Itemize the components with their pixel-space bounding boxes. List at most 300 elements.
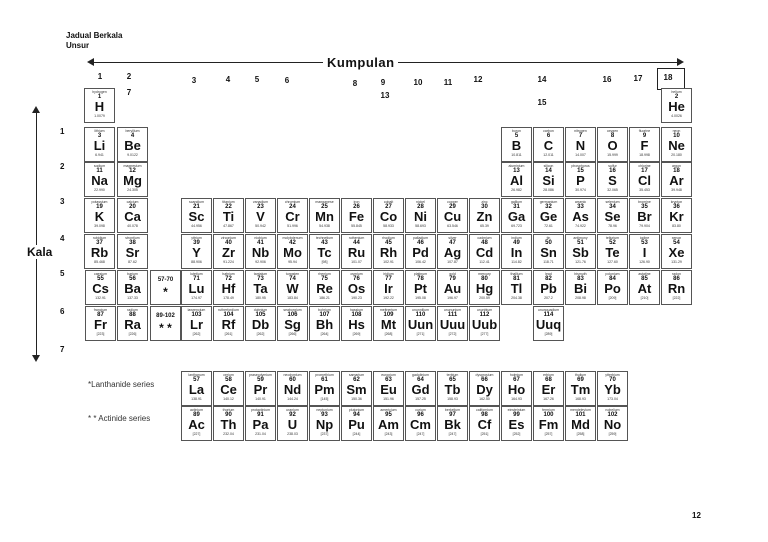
element-symbol: Bi — [574, 281, 587, 296]
element-symbol: Gd — [411, 382, 430, 397]
atomic-mass: [272] — [448, 332, 457, 336]
atomic-mass: 78.96 — [608, 224, 617, 228]
element-cell — [437, 270, 468, 305]
atomic-number: 3 — [97, 133, 102, 139]
element-cell — [533, 162, 564, 197]
element-name: bismuth — [574, 272, 587, 276]
element-cell — [181, 371, 212, 406]
element-symbol: Rf — [221, 317, 236, 332]
period-number-label: 5 — [60, 269, 65, 278]
group-number-label: 4 — [225, 75, 231, 84]
element-symbol: Ga — [507, 209, 526, 224]
group-number-label: 7 — [126, 88, 132, 97]
atomic-number: 35 — [641, 204, 648, 210]
element-symbol: Rb — [90, 245, 109, 260]
element-cell — [437, 406, 468, 441]
element-symbol: Co — [379, 209, 398, 224]
atomic-mass: 157.25 — [415, 397, 426, 401]
element-cell — [565, 127, 596, 162]
element-name: magnesium — [123, 164, 142, 168]
atomic-mass: 140.91 — [255, 397, 266, 401]
element-cell — [469, 270, 500, 305]
element-symbol: Sc — [188, 209, 205, 224]
atomic-number: 4 — [130, 133, 135, 139]
element-name: hydrogen — [92, 90, 107, 94]
atomic-mass: 30.974 — [575, 188, 586, 192]
group-number-label: 8 — [352, 79, 358, 88]
atomic-number: 84 — [609, 276, 616, 282]
atomic-number: 39 — [193, 240, 200, 246]
element-symbol: Ho — [507, 382, 526, 397]
group-number-label: 14 — [537, 75, 547, 84]
atomic-mass: 20.180 — [671, 153, 682, 157]
element-cell — [405, 371, 436, 406]
element-symbol: Ar — [669, 173, 684, 188]
element-cell — [117, 270, 148, 305]
element-name: francium — [93, 308, 108, 312]
atomic-mass: 58.693 — [415, 224, 426, 228]
atomic-number: 63 — [385, 377, 392, 383]
atomic-number: 14 — [545, 168, 552, 174]
atomic-mass: 72.61 — [544, 224, 553, 228]
element-symbol: Sm — [346, 382, 367, 397]
atomic-number: 26 — [353, 204, 360, 210]
atomic-number: 65 — [449, 377, 456, 383]
period-number-label: 3 — [60, 197, 65, 206]
atomic-mass: 55.845 — [351, 224, 362, 228]
atomic-mass: [271] — [416, 332, 425, 336]
element-symbol: Eu — [380, 382, 397, 397]
atomic-number: 82 — [545, 276, 552, 282]
atomic-mass: 131.29 — [671, 260, 682, 264]
kumpulan-arrow-line-right — [398, 62, 678, 63]
element-name: unununium — [443, 308, 462, 312]
element-cell — [597, 406, 628, 441]
atomic-number: 98 — [481, 412, 488, 418]
element-symbol: Lu — [188, 281, 205, 296]
element-symbol: Cm — [410, 417, 431, 432]
atomic-mass: [266] — [288, 332, 297, 336]
atomic-number: 11 — [96, 168, 103, 174]
atomic-number: 114 — [543, 312, 554, 318]
element-cell — [661, 198, 692, 233]
atomic-number: 66 — [481, 377, 488, 383]
element-name: indium — [511, 236, 522, 240]
element-name: bromine — [638, 200, 651, 204]
atomic-mass: 40.078 — [127, 224, 138, 228]
element-name: xenon — [671, 236, 682, 240]
element-symbol: Cl — [638, 173, 651, 188]
group-number-label: 10 — [413, 78, 423, 87]
placeholder-range: 57-70 — [157, 277, 174, 283]
atomic-number: 86 — [673, 276, 680, 282]
atomic-number: 101 — [575, 412, 586, 418]
element-cell — [661, 234, 692, 269]
atomic-mass: [258] — [576, 432, 585, 436]
atomic-number: 31 — [513, 204, 520, 210]
element-symbol: Sb — [572, 245, 589, 260]
element-name: californium — [476, 408, 493, 412]
asterisk-icon: * — [163, 285, 168, 299]
atomic-mass: 144.24 — [287, 397, 298, 401]
atomic-mass: 22.990 — [94, 188, 105, 192]
element-symbol: Am — [378, 417, 399, 432]
element-name: radon — [672, 272, 681, 276]
element-cell — [437, 306, 468, 341]
atomic-number: 100 — [543, 412, 554, 418]
element-symbol: Au — [443, 281, 462, 296]
atomic-mass: 39.948 — [671, 188, 682, 192]
element-symbol: Uuu — [439, 317, 466, 332]
element-symbol: Ca — [124, 209, 141, 224]
element-name: rubidium — [92, 236, 107, 240]
element-name: potassium — [91, 200, 108, 204]
element-cell — [181, 306, 212, 341]
group-number-label: 16 — [602, 75, 612, 84]
element-name: lawrencium — [187, 308, 206, 312]
element-cell — [437, 198, 468, 233]
atomic-mass: 18.998 — [639, 153, 650, 157]
element-symbol: Kr — [669, 209, 684, 224]
atomic-mass: 26.982 — [511, 188, 522, 192]
atomic-number: 92 — [289, 412, 296, 418]
element-name: dysprosium — [475, 373, 494, 377]
element-name: thorium — [222, 408, 235, 412]
element-name: cobalt — [383, 200, 394, 204]
atomic-number: 54 — [673, 240, 680, 246]
atomic-mass: [98] — [321, 260, 328, 264]
atomic-mass: 232.04 — [223, 432, 234, 436]
element-symbol: Be — [124, 138, 141, 153]
atomic-mass: 14.007 — [575, 153, 586, 157]
atomic-mass: [210] — [640, 296, 649, 300]
atomic-number: 34 — [609, 204, 616, 210]
element-name: fermium — [542, 408, 555, 412]
element-cell — [597, 127, 628, 162]
element-symbol: Cr — [285, 209, 300, 224]
element-cell — [661, 127, 692, 162]
atomic-number: 51 — [577, 240, 584, 246]
element-symbol: Pt — [414, 281, 427, 296]
atomic-number: 8 — [610, 133, 615, 139]
atomic-mass: 107.87 — [447, 260, 458, 264]
element-symbol: No — [603, 417, 622, 432]
group-number-label: 13 — [380, 91, 390, 100]
element-cell — [501, 234, 532, 269]
element-cell — [629, 198, 660, 233]
element-cell — [405, 270, 436, 305]
atomic-number: 32 — [545, 204, 552, 210]
atomic-mass: [277] — [480, 332, 489, 336]
atomic-mass: [261] — [224, 332, 233, 336]
atomic-mass: 114.82 — [511, 260, 522, 264]
atomic-mass: 50.942 — [255, 224, 266, 228]
element-symbol: Sn — [540, 245, 557, 260]
element-symbol: Sg — [284, 317, 301, 332]
group-number-label: 3 — [191, 76, 197, 85]
element-symbol: C — [543, 138, 554, 153]
atomic-number: 50 — [545, 240, 552, 246]
element-name: mercury — [478, 272, 491, 276]
atomic-number: 67 — [513, 377, 520, 383]
atomic-mass: [257] — [544, 432, 553, 436]
atomic-number: 29 — [449, 204, 456, 210]
atomic-mass: 58.933 — [383, 224, 394, 228]
element-name: rhenium — [318, 272, 331, 276]
element-symbol: Ac — [188, 417, 205, 432]
element-symbol: Sr — [125, 245, 140, 260]
group-number-label: 5 — [254, 75, 260, 84]
element-symbol: Pu — [348, 417, 365, 432]
element-symbol: Br — [637, 209, 652, 224]
group-number-label: 2 — [126, 72, 132, 81]
element-cell — [213, 270, 244, 305]
atomic-number: 94 — [353, 412, 360, 418]
atomic-number: 7 — [578, 133, 583, 139]
element-name: einsteinium — [507, 408, 526, 412]
element-name: tellurium — [605, 236, 620, 240]
element-name: silicon — [543, 164, 554, 168]
atomic-mass: 10.811 — [511, 153, 522, 157]
atomic-number: 41 — [257, 240, 264, 246]
element-name: sulfur — [608, 164, 617, 168]
atomic-mass: 101.07 — [351, 260, 362, 264]
element-cell — [565, 198, 596, 233]
element-symbol: At — [637, 281, 652, 296]
element-symbol: Ta — [253, 281, 268, 296]
element-cell — [533, 371, 564, 406]
atomic-mass: [259] — [608, 432, 617, 436]
element-symbol: Cf — [477, 417, 492, 432]
atomic-number: 16 — [609, 168, 616, 174]
atomic-mass: 190.23 — [351, 296, 362, 300]
atomic-number: 15 — [577, 168, 584, 174]
element-symbol: Se — [604, 209, 621, 224]
atomic-number: 9 — [642, 133, 647, 139]
element-name: promethium — [315, 373, 334, 377]
element-cell — [501, 162, 532, 197]
atomic-mass: 168.93 — [575, 397, 586, 401]
atomic-number: 13 — [513, 168, 520, 174]
atomic-number: 110 — [415, 312, 426, 318]
element-symbol: H — [94, 99, 105, 114]
atomic-number: 33 — [577, 204, 584, 210]
element-name: lanthanum — [188, 373, 205, 377]
element-cell — [309, 198, 340, 233]
atomic-mass: 173.04 — [607, 397, 618, 401]
element-symbol: Uuq — [535, 317, 562, 332]
element-symbol: Pm — [314, 382, 335, 397]
atomic-mass: 63.546 — [447, 224, 458, 228]
element-symbol: Nd — [283, 382, 302, 397]
element-cell — [501, 127, 532, 162]
atomic-number: 25 — [321, 204, 328, 210]
element-symbol: Uub — [471, 317, 498, 332]
element-cell — [565, 406, 596, 441]
element-symbol: Md — [571, 417, 590, 432]
element-name: sodium — [93, 164, 106, 168]
element-name: polonium — [605, 272, 620, 276]
element-cell — [117, 162, 148, 197]
element-symbol: La — [188, 382, 205, 397]
atomic-number: 28 — [417, 204, 424, 210]
element-name: oxygen — [606, 129, 619, 133]
element-cell — [245, 371, 276, 406]
element-name: bohrium — [318, 308, 331, 312]
element-name: berkelium — [444, 408, 461, 412]
atomic-mass: 47.867 — [223, 224, 234, 228]
element-symbol: Cd — [475, 245, 494, 260]
element-symbol: Os — [347, 281, 366, 296]
element-name: selenium — [605, 200, 620, 204]
atomic-number: 47 — [449, 240, 456, 246]
element-name: rutherfordium — [218, 308, 239, 312]
atomic-number: 89 — [193, 412, 200, 418]
element-cell — [533, 234, 564, 269]
atomic-number: 48 — [481, 240, 488, 246]
atomic-mass: [251] — [480, 432, 489, 436]
element-name: actinium — [189, 408, 204, 412]
element-symbol: U — [287, 417, 298, 432]
atomic-mass: 106.42 — [415, 260, 426, 264]
element-cell — [117, 306, 148, 341]
element-cell — [117, 127, 148, 162]
element-cell — [629, 127, 660, 162]
element-cell — [501, 406, 532, 441]
element-symbol: S — [608, 173, 617, 188]
element-symbol: B — [511, 138, 522, 153]
atomic-mass: 195.08 — [415, 296, 426, 300]
element-symbol: Fr — [94, 317, 107, 332]
element-cell — [469, 406, 500, 441]
atomic-mass: 95.94 — [288, 260, 297, 264]
element-cell — [245, 270, 276, 305]
group-number-label: 6 — [284, 76, 290, 85]
element-cell — [117, 234, 148, 269]
atomic-mass: 238.03 — [287, 432, 298, 436]
element-name: praseodymium — [249, 373, 272, 377]
element-cell — [437, 234, 468, 269]
period-number-label: 1 — [60, 127, 65, 136]
atomic-mass: 74.922 — [575, 224, 586, 228]
kala-arrow-line — [36, 112, 37, 356]
element-cell — [597, 162, 628, 197]
element-name: rhodium — [382, 236, 395, 240]
element-name: phosphorus — [571, 164, 590, 168]
element-cell — [597, 198, 628, 233]
atomic-mass: 196.97 — [447, 296, 458, 300]
atomic-number: 107 — [319, 312, 330, 318]
element-name: yttrium — [191, 236, 202, 240]
atomic-mass: 183.84 — [287, 296, 298, 300]
atomic-mass: 180.95 — [255, 296, 266, 300]
atomic-number: 36 — [673, 204, 680, 210]
element-name: chlorine — [638, 164, 651, 168]
element-cell — [469, 371, 500, 406]
element-symbol: Hf — [221, 281, 236, 296]
atomic-number: 30 — [481, 204, 488, 210]
element-name: technetium — [315, 236, 334, 240]
element-name: thallium — [510, 272, 523, 276]
element-symbol: Er — [541, 382, 556, 397]
element-symbol: Pr — [253, 382, 268, 397]
element-symbol: Si — [542, 173, 555, 188]
atomic-number: 70 — [609, 377, 616, 383]
atomic-mass: 79.904 — [639, 224, 650, 228]
element-symbol: Fm — [538, 417, 559, 432]
element-name: lithium — [94, 129, 105, 133]
atomic-mass: 102.91 — [383, 260, 394, 264]
element-cell — [85, 270, 116, 305]
element-symbol: Ru — [347, 245, 366, 260]
element-symbol: V — [256, 209, 265, 224]
atomic-number: 112 — [479, 312, 490, 318]
atomic-mass: 65.39 — [480, 224, 489, 228]
element-cell — [629, 234, 660, 269]
atomic-mass: 208.98 — [575, 296, 586, 300]
atomic-number: 105 — [255, 312, 266, 318]
kala-label: Kala — [27, 245, 53, 259]
element-name: arsenic — [574, 200, 587, 204]
element-symbol: Hg — [475, 281, 494, 296]
element-symbol: Ni — [414, 209, 427, 224]
element-cell — [341, 371, 372, 406]
element-cell — [373, 234, 404, 269]
element-name: gold — [449, 272, 456, 276]
element-name: chromium — [284, 200, 301, 204]
kumpulan-arrow-line-left — [93, 62, 323, 63]
atomic-number: 83 — [577, 276, 584, 282]
element-name: beryllium — [125, 129, 140, 133]
element-cell — [84, 162, 115, 197]
element-symbol: P — [576, 173, 585, 188]
element-name: ununquadium — [537, 308, 560, 312]
atomic-number: 111 — [447, 312, 458, 318]
element-cell — [181, 270, 212, 305]
element-cell — [405, 198, 436, 233]
atomic-number: 6 — [546, 133, 551, 139]
atomic-mass: 132.91 — [95, 296, 106, 300]
element-name: dubnium — [253, 308, 268, 312]
lanthanide-series-label: *Lanthanide series — [88, 380, 155, 389]
element-name: holmium — [509, 373, 524, 377]
element-cell — [373, 371, 404, 406]
atomic-number: 46 — [417, 240, 424, 246]
element-cell — [565, 162, 596, 197]
element-symbol: Ge — [539, 209, 558, 224]
element-cell — [84, 234, 115, 269]
period-number-label: 4 — [60, 234, 65, 243]
atomic-number: 69 — [577, 377, 584, 383]
atomic-number: 17 — [641, 168, 648, 174]
element-symbol: Po — [604, 281, 621, 296]
atomic-number: 91 — [257, 412, 264, 418]
element-cell — [84, 127, 115, 162]
element-symbol: Te — [605, 245, 620, 260]
element-name: ytterbium — [605, 373, 620, 377]
element-cell — [405, 234, 436, 269]
element-symbol: Np — [315, 417, 334, 432]
element-cell — [469, 234, 500, 269]
atomic-number: 99 — [513, 412, 520, 418]
atomic-number: 58 — [225, 377, 232, 383]
element-name: thulium — [574, 373, 587, 377]
f-block-placeholder — [150, 306, 181, 341]
element-name: vanadium — [252, 200, 269, 204]
atomic-mass: [226] — [128, 332, 137, 336]
atomic-mass: 126.90 — [639, 260, 650, 264]
element-cell — [181, 234, 212, 269]
